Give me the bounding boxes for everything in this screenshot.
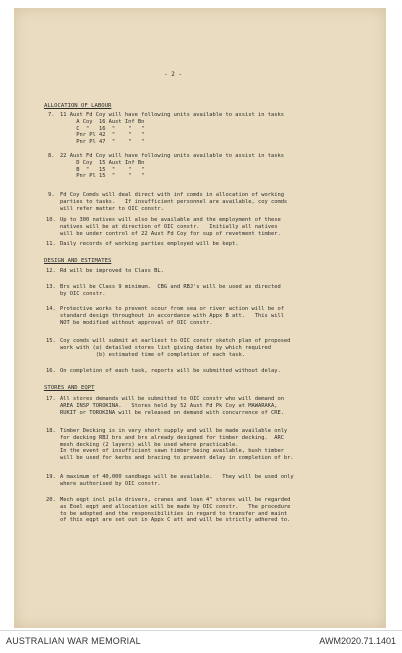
paragraph-17: All stores demands will be submitted to OIC constr who will demand on AREA INSP TOROKINA. Stores held by 52 Aust Fd Pk Coy at MAWARAKA, RUKIT or TOROKINA will be released on demand with concurrence of CRE.	[60, 396, 284, 416]
heading-design-and-estimates: DESIGN AND ESTIMATES	[44, 258, 112, 264]
paragraph-9: Fd Coy Comds will deal direct with inf comds in allocation of working parties to tasks. If insufficient personnel are available, coy comds will refer matter to OIC constr.	[60, 192, 288, 212]
paragraph-16: On completion of each task, reports will be submitted without delay.	[60, 368, 281, 374]
archive-reference: AWM2020.71.1401	[319, 636, 396, 646]
item-number: 19.	[46, 474, 56, 480]
page-number: - 2 -	[164, 71, 183, 78]
item-number: 9.	[48, 192, 55, 198]
item-number: 17.	[46, 396, 56, 402]
archive-name: AUSTRALIAN WAR MEMORIAL	[6, 636, 141, 646]
heading-allocation-of-labour: ALLOCATION OF LABOUR	[44, 103, 112, 109]
paragraph-8: 22 Aust Fd Coy will have following units available to assist in tasks D Coy 15 Aust Inf Bn B " 15 " " " Pnr Pl 15 " " "	[60, 153, 284, 180]
item-number: 8.	[48, 153, 55, 159]
paragraph-20: Mech eqpt incl pile drivers, cranes and loan 4" stores will be regarded as Eoel eqpt and allocation will be made by OIC constr. The procedure to be adopted and the responsibilities in regard to transfer and maint of this eqpt are set out in Appx C att and will be strictly adhered to.	[60, 497, 291, 524]
paragraph-10: Up to 300 natives will also be available and the employment of these natives will be at direction of OIC constr. Initially all natives will be under control of 22 Aust Fd Coy for sup of revetment timber.	[60, 217, 281, 237]
paragraph-13: Brs will be Class 9 minimum. CBG and RBJ's will be used as directed by OIC constr.	[60, 284, 281, 297]
paragraph-11: Daily records of working parties employed will be kept.	[60, 241, 239, 247]
paragraph-12: Rd will be improved to Class BL.	[60, 268, 164, 274]
item-number: 20.	[46, 497, 56, 503]
heading-stores-and-eqpt: STORES AND EQPT	[44, 385, 95, 391]
paragraph-15: Coy comds will submit at earliest to OIC constr sketch plan of proposed work with (a) detailed stores list giving dates by which required (b) estimated time of completion of each task.	[60, 338, 291, 358]
item-number: 13.	[46, 284, 56, 290]
item-number: 18.	[46, 428, 56, 434]
paragraph-7: 11 Aust Fd Coy will have following units available to assist in tasks A Coy 16 Aust Inf Bn C " 16 " " " Pnr Pl 42 " " " Pnr Pl 47 " " "	[60, 112, 284, 146]
item-number: 16.	[46, 368, 56, 374]
paragraph-18: Timber Decking is in very short supply and will be made available only for decking RBJ brs and brs already designed for timber decking. ARC mesh decking (2 layers) will be used where practicable. In the event of insufficient sawn timber being available, bush timber will be used for kerbs and bracing to prevent delay in completion of br.	[60, 428, 294, 462]
archive-footer	[0, 630, 402, 653]
document-page	[14, 8, 386, 628]
item-number: 10.	[46, 217, 56, 223]
item-number: 7.	[48, 112, 55, 118]
item-number: 12.	[46, 268, 56, 274]
item-number: 14.	[46, 306, 56, 312]
item-number: 15.	[46, 338, 56, 344]
paragraph-19: A maximum of 40,000 sandbags will be available. They will be used only where authorised by OIC constr.	[60, 474, 294, 487]
paragraph-14: Protective works to prevent scour from sea or river action will be of standard design throughout in accordance with Appx B att. This will NOT be modified without approval of OIC constr.	[60, 306, 284, 326]
item-number: 11.	[46, 241, 56, 247]
